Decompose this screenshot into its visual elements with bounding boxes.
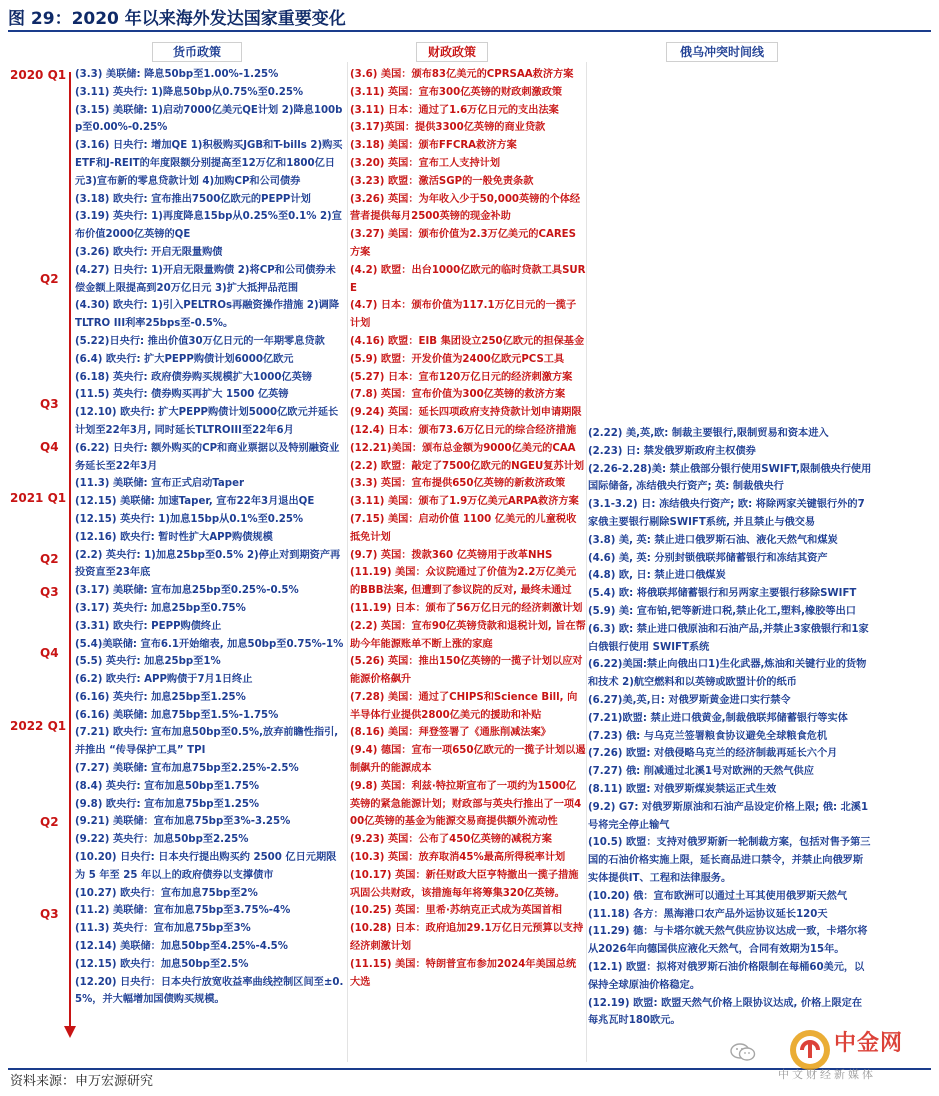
period-label: Q2	[40, 815, 59, 829]
war-entry: (7.23) 俄: 与乌克兰签署粮食协议避免全球粮食危机	[588, 730, 828, 742]
war-entry: (7.26) 欧盟: 对俄侵略乌克兰的经济制裁再延长六个月	[588, 748, 838, 760]
war-entry: (2.26-2.28)美: 禁止俄部分银行使用SWIFT,限制俄央行使用国际储备, 冻结俄央行资产; 英: 制裁俄央行	[588, 463, 872, 493]
fiscal-entry: (3.3) 英国：宣布提供650亿英镑的新救济政策	[350, 478, 566, 490]
fiscal-entry: (3.18) 美国：颁布FFCRA救济方案	[350, 140, 517, 152]
fiscal-entry: (3.11) 日本：通过了1.6万亿日元的支出法案	[350, 104, 559, 116]
war-entry: (11.18) 各方：黑海港口农产品外运协议延长120天	[588, 908, 828, 920]
fiscal-entry: (4.16) 欧盟：EIB 集团设立250亿欧元的担保基金	[350, 335, 585, 347]
monetary-entry: (3.3) 美联储: 降息50bp至1.00%-1.25%	[75, 69, 279, 80]
war-entry: (7.27) 俄: 削减通过北溪1号对欧洲的天然气供应	[588, 766, 814, 778]
header-monetary-policy: 货币政策	[152, 42, 242, 62]
monetary-entry: (5.4)美联储: 宣布6.1开始缩表, 加息50bp至0.75%-1%	[75, 638, 344, 650]
fiscal-entry: (10.3) 英国：放弃取消45%最高所得税率计划	[350, 852, 566, 864]
fiscal-entry: (3.11) 美国：颁布了1.9万亿美元ARPA救济方案	[350, 496, 579, 508]
fiscal-entry: (5.9) 欧盟：开发价值为2400亿欧元PCS工具	[350, 353, 565, 365]
monetary-entry: (3.31) 欧央行: PEPP购债终止	[75, 620, 222, 632]
header-war-timeline: 俄乌冲突时间线	[666, 42, 778, 62]
source-note: 资料来源：申万宏源研究	[8, 1068, 931, 1094]
war-entry: (2.22) 美,英,欧: 制裁主要银行,限制贸易和资本进入	[588, 428, 829, 439]
fiscal-entry: (10.25) 英国：里希·苏纳克正式成为英国首相	[350, 905, 562, 917]
monetary-entry: (3.17) 英央行: 加息25bp至0.75%	[75, 602, 246, 614]
fiscal-entry: (7.15) 美国：启动价值 1100 亿美元的儿童税收抵免计划	[350, 513, 577, 543]
period-label: Q4	[40, 440, 59, 454]
fiscal-entry: (9.23) 英国：公布了450亿英镑的减税方案	[350, 834, 552, 846]
timeline-arrow-icon	[64, 1026, 76, 1038]
monetary-entry: (9.21) 美联储：宣布加息75bp至3%-3.25%	[75, 816, 291, 828]
monetary-policy-list	[75, 66, 345, 1009]
war-entry: (4.8) 欧, 日: 禁止进口俄煤炭	[588, 570, 726, 582]
monetary-entry: (11.3) 美联储: 宣布正式启动Taper	[75, 478, 245, 490]
monetary-entry: (3.11) 英央行: 1)降息50bp从0.75%至0.25%	[75, 86, 304, 98]
war-timeline-list	[588, 425, 872, 1030]
period-label: Q3	[40, 397, 59, 411]
war-entry: (5.9) 美: 宣布铂,钯等新进口税,禁止化工,塑料,橡胶等出口	[588, 605, 856, 617]
fiscal-entry: (7.28) 美国：通过了CHIPS和Science Bill, 向半导体行业提供2800亿美元的援助和补贴	[350, 691, 578, 721]
header-fiscal-policy: 财政政策	[416, 42, 488, 62]
fiscal-entry: (2.2) 欧盟：敲定了7500亿欧元的NGEU复苏计划	[350, 460, 585, 472]
monetary-entry: (4.30) 欧央行: 1)引入PELTROs再融资操作措施 2)调降TLTRO III利率25bps至-0.5%。	[75, 300, 340, 330]
monetary-entry: (9.22) 英央行：加息50bp至2.25%	[75, 834, 249, 846]
monetary-entry: (10.20) 日央行: 日本央行提出购买约 2500 亿日元期限为 5 年至 25 年以上的政府债券以支撑债市	[75, 852, 337, 881]
monetary-entry: (6.16) 美联储: 加息75bp至1.5%-1.75%	[75, 709, 279, 721]
fiscal-entry: (9.8) 英国：利兹·特拉斯宣布了一项约为1500亿英镑的紧急能源计划；财政部与英央行推出了一项400亿英镑的基金为能源交易商提供额外流动性	[350, 780, 582, 828]
monetary-entry: (3.19) 英央行: 1)再度降息15bp从0.25%至0.1% 2)宣布价值2000亿英镑的QE	[75, 211, 342, 241]
monetary-entry: (12.10) 欧央行: 扩大PEPP购债计划5000亿欧元并延长计划至22年3月, 同时延长TLTROIII至22年6月	[75, 407, 339, 436]
monetary-entry: (12.15) 欧央行：加息50bp至2.5%	[75, 958, 249, 970]
fiscal-entry: (4.7) 日本：颁布价值为117.1万亿日元的一揽子计划	[350, 300, 577, 330]
war-entry: (12.19) 欧盟: 欧盟天然气价格上限协议达成, 价格上限定在每兆瓦时180欧元。	[588, 997, 863, 1027]
monetary-entry: (3.18) 欧央行: 宣布推出7500亿欧元的PEPP计划	[75, 193, 311, 205]
fiscal-entry: (2.2) 英国：宣布90亿英镑贷款和退税计划, 旨在帮助今年能源账单不断上涨的家庭	[350, 620, 586, 650]
fiscal-entry: (8.16) 美国：拜登签署了《通胀削减法案》	[350, 727, 551, 739]
monetary-entry: (6.22) 日央行: 额外购买的CP和商业票据以及特别融资业务延长至22年3月	[75, 442, 340, 472]
watermark-subtitle: 中文财经新媒体	[778, 1068, 876, 1081]
war-entry: (4.6) 美, 英: 分别封锁俄联邦储蓄银行和冻结其资产	[588, 552, 828, 564]
monetary-entry: (6.4) 欧央行: 扩大PEPP购债计划6000亿欧元	[75, 353, 294, 365]
war-entry: (10.20) 俄：宣布欧洲可以通过土耳其使用俄罗斯天然气	[588, 890, 848, 902]
monetary-entry: (8.4) 英央行: 宣布加息50bp至1.75%	[75, 780, 260, 792]
war-entry: (5.4) 欧: 将俄联邦储蓄银行和另两家主要银行移除SWIFT	[588, 588, 857, 600]
fiscal-entry: (9.4) 德国：宣布一项650亿欧元的一揽子计划以遏制飙升的能源成本	[350, 745, 586, 775]
period-label: Q2	[40, 272, 59, 286]
monetary-entry: (7.27) 美联储: 宣布加息75bp至2.25%-2.5%	[75, 763, 299, 775]
monetary-entry: (2.2) 英央行: 1)加息25bp至0.5% 2)停止对到期资产再投资直至23年底	[75, 549, 341, 579]
war-entry: (3.1-3.2) 日: 冻结俄央行资产; 欧: 将除两家关键银行外的7家俄主要银行剔除SWIFT系统, 并且禁止与俄交易	[588, 499, 865, 528]
monetary-entry: (11.5) 英央行: 债券购买再扩大 1500 亿英镑	[75, 389, 289, 401]
fiscal-entry: (3.17)英国：提供3300亿英镑的商业贷款	[350, 122, 546, 134]
fiscal-entry: (9.7) 英国：拨款360 亿英镑用于改革NHS	[350, 549, 553, 561]
monetary-entry: (3.26) 欧央行: 开启无限量购债	[75, 246, 223, 258]
fiscal-entry: (3.20) 英国：宣布工人支持计划	[350, 157, 501, 169]
monetary-entry: (3.15) 美联储: 1)启动7000亿美元QE计划 2)降息100bp至0.00%-0.25%	[75, 104, 343, 134]
period-label: Q3	[40, 907, 59, 921]
monetary-entry: (12.14) 美联储：加息50bp至4.25%-4.5%	[75, 941, 288, 953]
timeline-axis	[69, 72, 71, 1029]
monetary-entry: (3.16) 日央行: 增加QE 1)积极购买JGB和T-bills 2)购买ETF和J-REIT的年度限额分别提高至12万亿和1800亿日元3)宣布新的零息贷款计划 4)加购CP和公司债券	[75, 140, 343, 187]
war-entry: (12.1) 欧盟：拟将对俄罗斯石油价格限制在每桶60美元，以保持全球原油价格稳定。	[588, 961, 865, 991]
period-label: Q3	[40, 585, 59, 599]
fiscal-entry: (3.23) 欧盟：激活SGP的一般免责条款	[350, 175, 534, 187]
fiscal-entry: (12.21)美国：颁布总金额为9000亿美元的CAA	[350, 442, 576, 454]
war-entry: (9.2) G7: 对俄罗斯原油和石油产品设定价格上限; 俄: 北溪1号将完全停止输气	[588, 801, 869, 831]
watermark	[722, 1026, 934, 1088]
monetary-entry: (6.18) 英央行: 政府债券购买规模扩大1000亿英镑	[75, 371, 312, 383]
monetary-entry: (9.8) 欧央行: 宣布加息75bp至1.25%	[75, 798, 260, 810]
column-divider	[347, 62, 348, 1062]
period-label: 2021 Q1	[10, 491, 67, 505]
fiscal-entry: (11.15) 美国：特朗普宣布参加2024年美国总统大选	[350, 958, 577, 988]
period-label: 2022 Q1	[10, 719, 67, 733]
monetary-entry: (12.20) 日央行：日本央行放宽收益率曲线控制区间至±0.5%，并大幅增加国债购买规模。	[75, 976, 344, 1006]
monetary-entry: (7.21) 欧央行: 宣布加息50bp至0.5%,放弃前瞻性指引, 并推出 “传导保护工具” TPI	[75, 727, 339, 757]
fiscal-entry: (5.27) 日本：宣布120万亿日元的经济刺激方案	[350, 371, 573, 383]
fiscal-entry: (11.19) 日本：颁布了56万亿日元的经济刺激计划	[350, 602, 583, 614]
monetary-entry: (4.27) 日央行: 1)开启无限量购债 2)将CP和公司债券未偿金额上限提高到20万亿日元 3)扩大抵押品范围	[75, 264, 336, 294]
wechat-icon	[730, 1042, 756, 1062]
watermark-brand: 中金网	[834, 1031, 904, 1056]
monetary-entry: (6.2) 欧央行: APP购债于7月1日终止	[75, 674, 253, 686]
war-entry: (2.23) 日: 禁发俄罗斯政府主权债券	[588, 445, 756, 457]
period-label: Q4	[40, 646, 59, 660]
war-entry: (8.11) 欧盟: 对俄罗斯煤炭禁运正式生效	[588, 783, 777, 795]
war-entry: (7.21)欧盟: 禁止进口俄黄金,制裁俄联邦储蓄银行等实体	[588, 712, 848, 724]
fiscal-entry: (3.6) 美国：颁布83亿美元的CPRSAA救济方案	[350, 69, 574, 80]
monetary-entry: (12.15) 美联储: 加速Taper, 宣布22年3月退出QE	[75, 496, 315, 508]
monetary-entry: (11.3) 英央行：宣布加息75bp至3%	[75, 923, 251, 935]
war-entry: (6.22)美国:禁止向俄出口1)生化武器,炼油和关键行业的货物和技术 2)航空燃料和以英镑或欧盟计价的纸币	[588, 659, 867, 689]
fiscal-entry: (10.17) 英国：新任财政大臣亨特撤出一揽子措施巩固公共财政，该措施每年将筹集320亿英镑。	[350, 869, 579, 899]
period-label: Q2	[40, 552, 59, 566]
fiscal-entry: (11.19) 美国：众议院通过了价值为2.2万亿美元的BBB法案, 但遭到了参议院的反对, 最终未通过	[350, 567, 577, 597]
fiscal-policy-list	[350, 66, 586, 991]
column-divider	[586, 62, 587, 1062]
monetary-entry: (12.15) 英央行: 1)加息15bp从0.1%至0.25%	[75, 513, 304, 525]
fiscal-entry: (9.24) 英国：延长四项政府支持贷款计划申请期限	[350, 407, 582, 419]
fiscal-entry: (5.26) 英国：推出150亿英镑的一揽子计划以应对能源价格飙升	[350, 656, 583, 686]
monetary-entry: (10.27) 欧央行：宣布加息75bp至2%	[75, 887, 258, 899]
monetary-entry: (11.2) 美联储：宣布加息75bp至3.75%-4%	[75, 905, 291, 917]
war-entry: (3.8) 美, 英: 禁止进口俄罗斯石油、液化天然气和煤炭	[588, 534, 838, 546]
fiscal-entry: (3.27) 美国：颁布价值为2.3万亿美元的CARES方案	[350, 229, 576, 258]
monetary-entry: (5.5) 英央行: 加息25bp至1%	[75, 656, 221, 668]
monetary-entry: (6.16) 英央行: 加息25bp至1.25%	[75, 691, 246, 703]
fiscal-entry: (3.26) 英国：为年收入少于50,000英镑的个体经营者提供每月2500英镑的现金补助	[350, 193, 581, 223]
monetary-entry: (3.17) 美联储: 宣布加息25bp至0.25%-0.5%	[75, 585, 299, 597]
fiscal-entry: (7.8) 英国：宣布价值为300亿英镑的救济方案	[350, 389, 566, 401]
war-entry: (6.3) 欧: 禁止进口俄原油和石油产品,并禁止3家俄银行和1家白俄银行使用 SWIFT系统	[588, 623, 869, 653]
monetary-entry: (5.22)日央行: 推出价值30万亿日元的一年期零息贷款	[75, 335, 325, 347]
war-entry: (11.29) 德：与卡塔尔就天然气供应协议达成一致，卡塔尔将从2026年向德国供应液化天然气，合同有效期为15年。	[588, 926, 868, 956]
war-entry: (6.27)美,英,日: 对俄罗斯黄金进口实行禁令	[588, 694, 791, 706]
period-label: 2020 Q1	[10, 68, 67, 82]
fiscal-entry: (4.2) 欧盟：出台1000亿欧元的临时贷款工具SURE	[350, 264, 586, 294]
war-entry: (10.5) 欧盟：支持对俄罗斯新一轮制裁方案，包括对售予第三国的石油价格实施上限，延长商品进口禁令，并禁止向俄罗斯实体提供IT、工程和法律服务。	[588, 837, 871, 884]
fiscal-entry: (12.4) 日本：颁布73.6万亿日元的综合经济措施	[350, 424, 577, 436]
fiscal-entry: (10.28) 日本：政府追加29.1万亿日元预算以支持经济刺激计划	[350, 923, 584, 953]
figure-title: 图 29：2020 年以来海外发达国家重要变化	[8, 6, 931, 32]
monetary-entry: (12.16) 欧央行: 暂时性扩大APP购债规模	[75, 531, 273, 543]
fiscal-entry: (3.11) 英国：宣布300亿英镑的财政刺激政策	[350, 86, 563, 98]
